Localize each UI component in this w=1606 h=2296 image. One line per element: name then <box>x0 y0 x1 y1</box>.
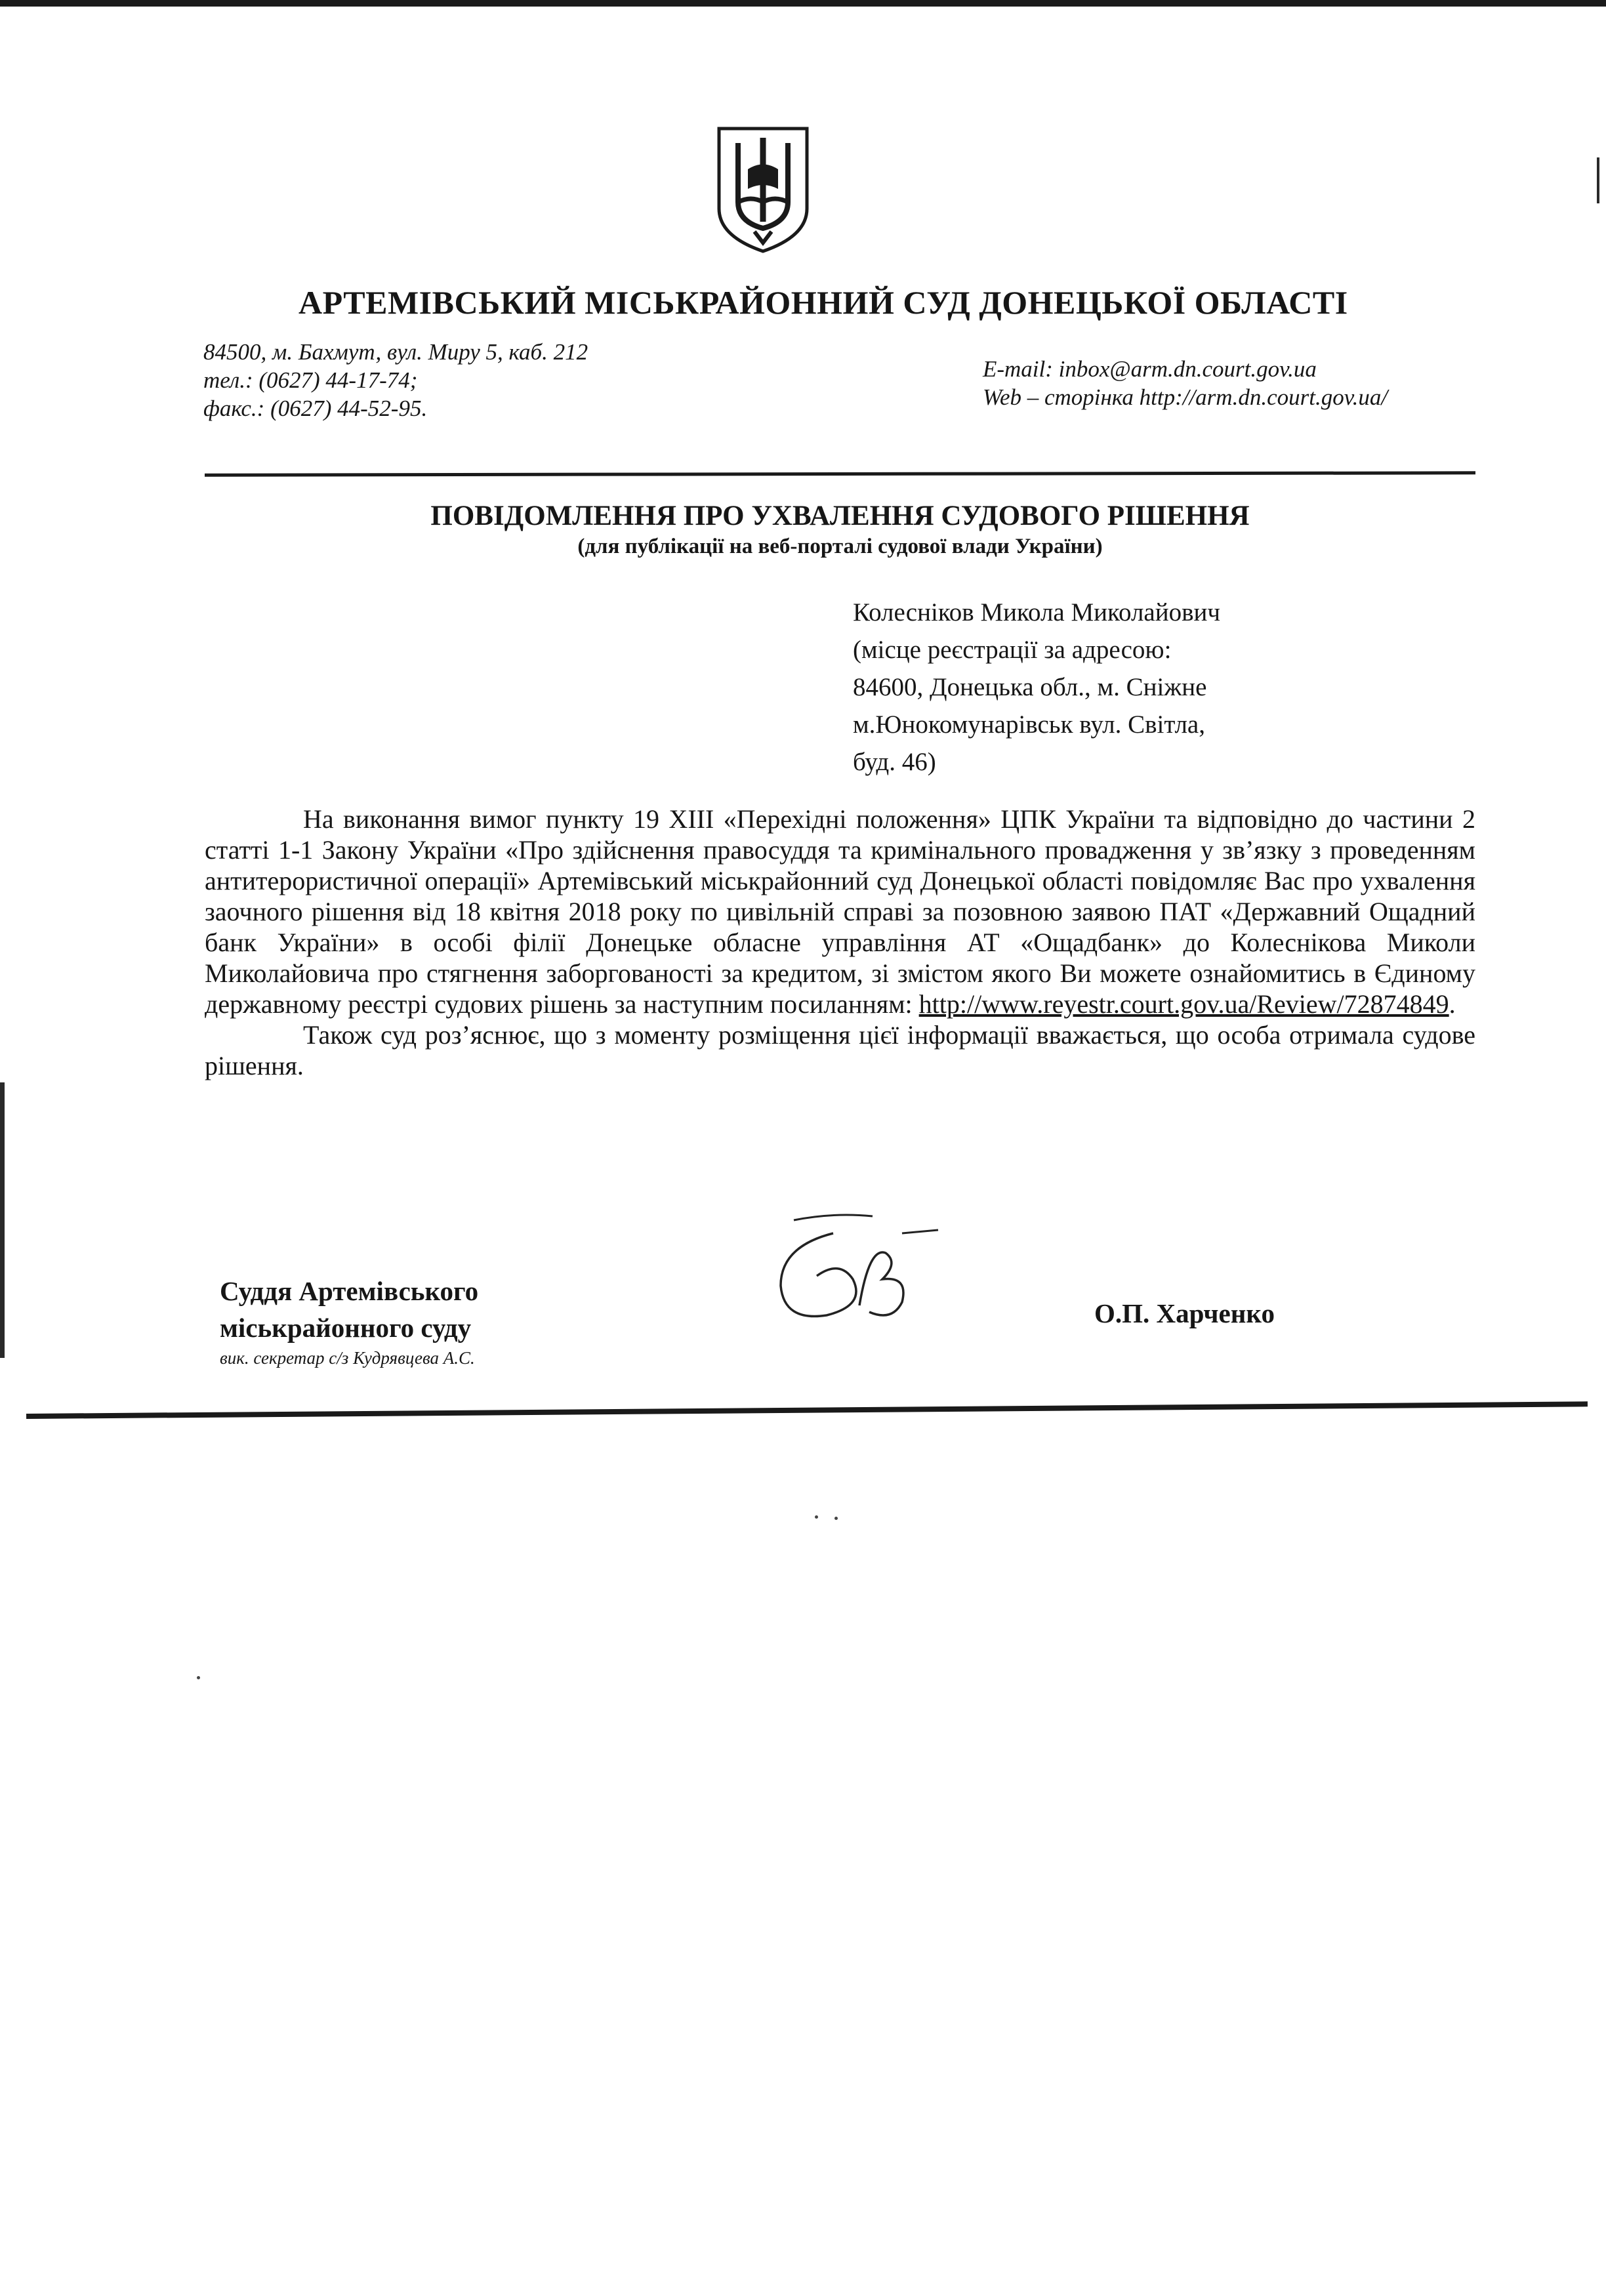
scan-edge-right <box>1597 157 1599 203</box>
scan-speck <box>834 1517 838 1520</box>
court-fax: факс.: (0627) 44-52-95. <box>203 396 428 421</box>
court-online-contacts <box>983 355 1388 411</box>
court-name: АРТЕМІВСЬКИЙ МІСЬКРАЙОННИЙ СУД ДОНЕЦЬКОЇ ОБЛАСТІ <box>299 284 1348 321</box>
addressee-block <box>853 594 1391 781</box>
scan-speck <box>197 1676 200 1679</box>
scan-edge-top <box>0 0 1606 7</box>
court-website: Web – сторінка http://arm.dn.court.gov.ua/ <box>983 384 1388 410</box>
court-phone: тел.: (0627) 44-17-74; <box>203 367 418 393</box>
addressee-line: м.Юнокомунарівськ вул. Світла, <box>853 710 1205 739</box>
addressee-line: буд. 46) <box>853 748 936 776</box>
notice-paragraph <box>205 804 1475 1019</box>
court-email: E-mail: inbox@arm.dn.court.gov.ua <box>983 356 1317 382</box>
scan-edge-left <box>0 1082 5 1358</box>
addressee-line: (місце реєстрації за адресою: <box>853 636 1172 664</box>
registry-link[interactable]: http://www.reyestr.court.gov.ua/Review/72874849 <box>918 989 1449 1019</box>
court-contacts <box>203 338 588 422</box>
header-divider <box>205 471 1475 476</box>
court-address: 84500, м. Бахмут, вул. Миру 5, каб. 212 <box>203 339 588 365</box>
document-subtitle: (для публікації на веб-порталі судової влади України) <box>577 535 1103 558</box>
trident-emblem-icon <box>715 123 811 255</box>
scan-speck <box>815 1515 818 1519</box>
judge-role-line: міськрайонного суду <box>220 1313 472 1343</box>
handwritten-signature <box>754 1207 951 1332</box>
secretary-note: вик. секретар с/з Кудрявцева А.С. <box>220 1348 475 1368</box>
judge-name: О.П. Харченко <box>1094 1298 1275 1328</box>
judge-role <box>220 1273 478 1346</box>
notice-body <box>205 804 1475 1081</box>
judge-role-line: Суддя Артемівського <box>220 1276 479 1306</box>
notice-text-end: . <box>1449 989 1456 1019</box>
document-title: ПОВІДОМЛЕННЯ ПРО УХВАЛЕННЯ СУДОВОГО РІШЕННЯ <box>430 501 1250 531</box>
notice-paragraph: Також суд роз’яснює, що з моменту розміщення цієї інформації вважається, що особа отримала судове рішення. <box>205 1020 1475 1080</box>
notice-text: На виконання вимог пункту 19 XIII «Перехідні положення» ЦПК України та відповідно до частини 2 статті 1-1 Закону України «Про здійснення правосуддя та кримінального провадження у зв’язку з проведенням антитерористичної операції» Артемівський міськрайонний суд Донецької області повідомляє Вас про ухвалення заочного рішення від 18 квітня 2018 року по цивільній справі за позовною заявою ПАТ «Державний Ощадний банк України» в особі філії Донецьке обласне управління АТ «Ощадбанк» до Колеснікова Миколи Миколайовича про стягнення заборгованості за кредитом, зі змістом якого Ви можете ознайомитись в Єдиному державному реєстрі судових рішень за наступним посиланням: <box>205 804 1475 1019</box>
page-edge-line <box>26 1401 1588 1419</box>
addressee-line: 84600, Донецька обл., м. Сніжне <box>853 673 1207 701</box>
addressee-name: Колесніков Микола Миколайович <box>853 598 1221 626</box>
